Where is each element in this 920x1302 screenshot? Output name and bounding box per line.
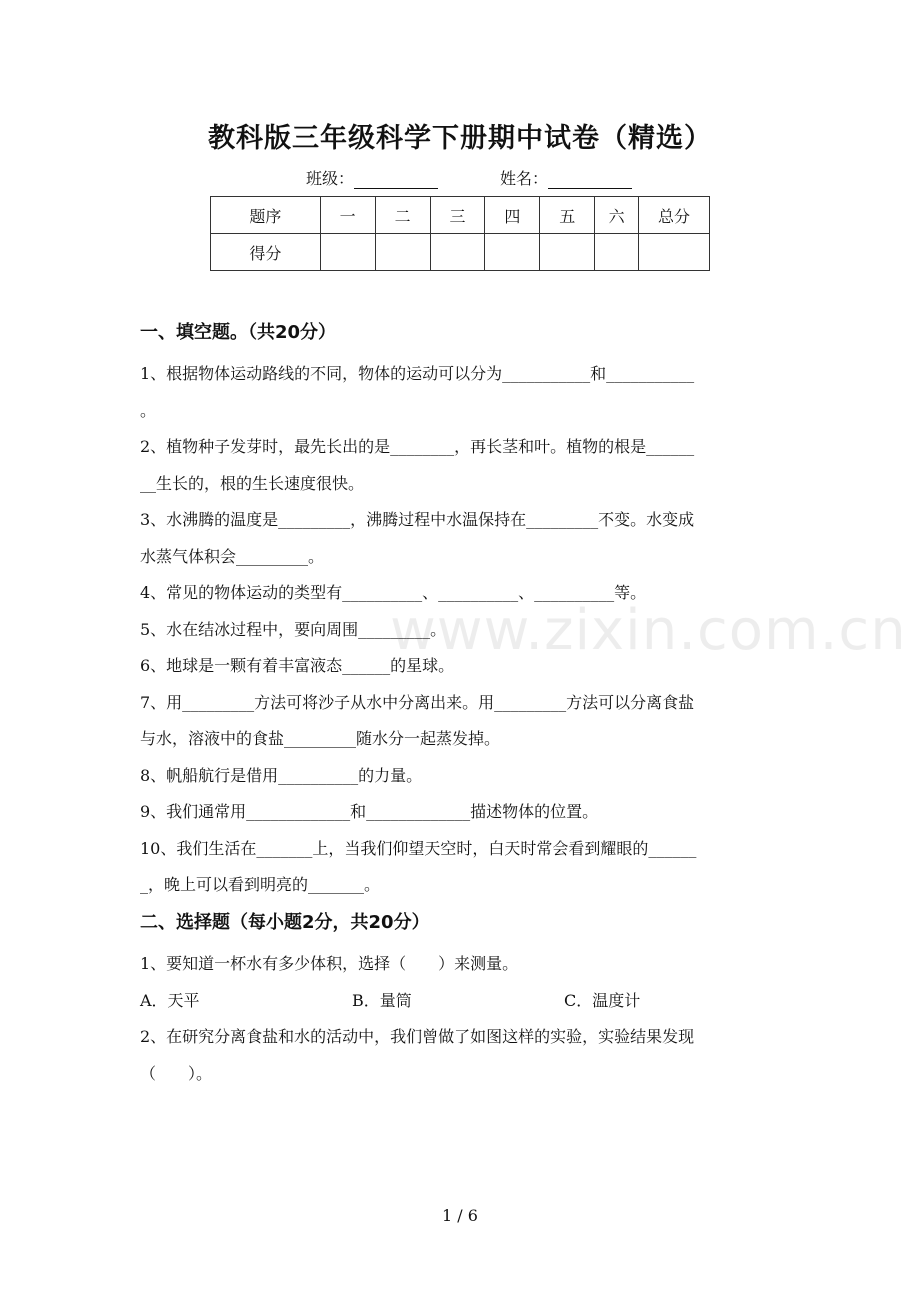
page-title: 教科版三年级科学下册期中试卷（精选） xyxy=(208,123,712,154)
score-header-cell: 三 xyxy=(430,197,485,234)
question-line: 5、水在结冰过程中，要向周围_________。 xyxy=(140,619,447,639)
score-table-score-row xyxy=(211,234,710,271)
section-1-heading: 一、填空题。（共20分） xyxy=(140,322,337,343)
question-line: 8、帆船航行是借用__________的力量。 xyxy=(140,765,423,785)
score-cell xyxy=(430,234,485,271)
name-field xyxy=(500,166,632,189)
name-label: 姓名： xyxy=(500,169,549,188)
question-line: _，晚上可以看到明亮的_______。 xyxy=(140,875,381,894)
name-blank xyxy=(548,170,632,189)
question-line: 3、水沸腾的温度是_________，沸腾过程中水温保持在_________不变。水变成 xyxy=(140,510,695,529)
question-line: 10、我们生活在_______上，当我们仰望天空时，白天时常会看到耀眼的______ xyxy=(140,838,697,858)
question-line: 。 xyxy=(140,400,157,420)
score-header-cell: 总分 xyxy=(639,197,710,234)
section-2-questions xyxy=(140,946,780,1092)
question-line: 4、常见的物体运动的类型有__________、__________、__________等。 xyxy=(140,583,647,602)
option-b: B．量筒 xyxy=(352,990,412,1010)
question-line: 2、植物种子发芽时，最先长出的是________，再长茎和叶。植物的根是______ xyxy=(140,437,695,456)
class-blank xyxy=(354,170,438,189)
score-header-cell: 六 xyxy=(595,197,639,234)
score-cell xyxy=(375,234,430,271)
question-line: 7、用_________方法可将沙子从水中分离出来。用_________方法可以分离食盐 xyxy=(140,692,695,712)
score-header-cell: 一 xyxy=(320,197,375,234)
score-cell xyxy=(485,234,540,271)
question-line: 1、根据物体运动路线的不同，物体的运动可以分为___________和___________ xyxy=(140,364,695,383)
question-line: 与水，溶液中的食盐_________随水分一起蒸发掉。 xyxy=(140,729,501,748)
score-header-cell: 四 xyxy=(485,197,540,234)
class-label: 班级： xyxy=(306,169,355,188)
score-header-cell: 二 xyxy=(375,197,430,234)
question-line: 1、要知道一杯水有多少体积，选择（ ）来测量。 xyxy=(140,954,519,973)
section-2-heading: 二、选择题（每小题2分，共20分） xyxy=(140,912,430,933)
question-line: （ ）。 xyxy=(140,1063,213,1083)
question-line: 2、在研究分离食盐和水的活动中，我们曾做了如图这样的实验，实验结果发现 xyxy=(140,1027,695,1046)
page-number: 1 / 6 xyxy=(442,1206,478,1225)
score-row-label: 得分 xyxy=(211,234,321,271)
score-cell xyxy=(540,234,595,271)
score-cell xyxy=(639,234,710,271)
score-table-header-row xyxy=(211,197,710,234)
watermark: www.zixin.com.cn xyxy=(390,598,907,663)
score-cell xyxy=(595,234,639,271)
option-a: A．天平 xyxy=(140,990,200,1010)
class-field xyxy=(306,166,438,189)
score-table xyxy=(210,196,710,271)
question-1-options xyxy=(140,983,780,1020)
question-line: 6、地球是一颗有着丰富液态______的星球。 xyxy=(140,656,455,675)
question-line: 水蒸气体积会_________。 xyxy=(140,546,325,566)
question-line: 9、我们通常用_____________和_____________描述物体的位置。 xyxy=(140,802,599,821)
score-header-cell: 题序 xyxy=(211,197,321,234)
score-header-cell: 五 xyxy=(540,197,595,234)
score-cell xyxy=(320,234,375,271)
question-line: __生长的，根的生长速度很快。 xyxy=(140,473,365,493)
option-c: C．温度计 xyxy=(564,990,641,1010)
